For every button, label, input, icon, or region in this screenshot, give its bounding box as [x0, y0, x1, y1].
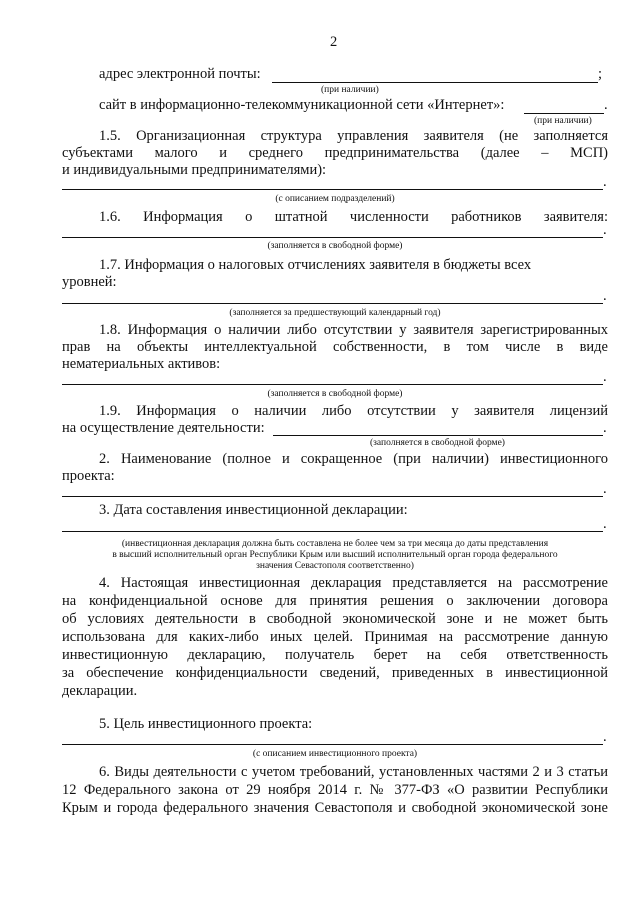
email-fill-line: [272, 82, 598, 83]
s2-line-a: 2. Наименование (полное и сокращенное (при наличии) инвестиционного: [99, 451, 608, 467]
s2-fill-dot: .: [603, 481, 607, 497]
s5-caption: (с описанием инвестиционного проекта): [252, 749, 418, 759]
s5-fill-dot: .: [603, 729, 607, 745]
s15-fill-dot: .: [603, 174, 607, 190]
s5-line: 5. Цель инвестиционного проекта:: [99, 716, 313, 732]
page-number: 2: [330, 34, 338, 50]
s18-fill-line: [62, 384, 603, 385]
site-caption: (при наличии): [534, 116, 592, 126]
s18-fill-dot: .: [603, 369, 607, 385]
s2-line-b: проекта:: [62, 468, 115, 484]
s6-line-a: 6. Виды деятельности с учетом требований, установленных частями 2 и 3 статьи: [99, 764, 608, 780]
s4-line-a: 4. Настоящая инвестиционная декларация представляется на рассмотрение: [99, 575, 608, 591]
s3-fill-line: [62, 531, 603, 532]
s16-line: 1.6. Информация о штатной численности работников заявителя:: [99, 209, 608, 225]
s4-line-c: об условиях деятельности в свободной экономической зоне и не может быть: [62, 611, 608, 627]
s15-line-b: субъектами малого и среднего предпринимательства (далее – МСП): [62, 145, 608, 161]
s4-line-b: на конфиденциальной основе для принятия решения о заключении договора: [62, 593, 608, 609]
s18-line-a: 1.8. Информация о наличии либо отсутствии у заявителя зарегистрированных: [99, 322, 608, 338]
s4-line-d: использована для каких-либо иных целей. Принимая на рассмотрение данную: [62, 629, 608, 645]
site-fill-line: [524, 113, 604, 114]
s15-line-a: 1.5. Организационная структура управления заявителя (не заполняется: [99, 128, 608, 144]
s19-line-b: на осуществление деятельности:: [62, 420, 265, 436]
s19-line-a: 1.9. Информация о наличии либо отсутствии у заявителя лицензий: [99, 403, 608, 419]
s17-fill-line: [62, 303, 603, 304]
s16-caption: (заполняется в свободной форме): [267, 241, 403, 251]
s15-caption: (с описанием подразделений): [275, 194, 395, 204]
s2-fill-line: [62, 496, 603, 497]
s18-caption: (заполняется в свободной форме): [267, 389, 403, 399]
email-suffix: ;: [598, 66, 603, 82]
s3-line: 3. Дата составления инвестиционной декларации:: [99, 502, 408, 518]
s5-fill-line: [62, 744, 603, 745]
s17-fill-dot: .: [603, 288, 607, 304]
s4-line-e: инвестиционную декларацию, получатель берет на себя ответственность: [62, 647, 608, 663]
s6-line-c: Крым и города федерального значения Севастополя и свободной экономической зоне: [62, 800, 608, 816]
s3-fill-dot: .: [603, 516, 607, 532]
site-label: сайт в информационно-телекоммуникационной сети «Интернет»:: [99, 97, 505, 113]
s18-line-b: прав на объекты интеллектуальной собственности, в том числе в виде: [62, 339, 608, 355]
s17-line-b: уровней:: [62, 274, 117, 290]
s17-line-a: 1.7. Информация о налоговых отчислениях заявителя в бюджеты всех: [99, 257, 532, 273]
s15-fill-line: [62, 189, 603, 190]
email-caption: (при наличии): [321, 85, 379, 95]
s4-line-g: декларации.: [62, 683, 138, 699]
s19-suffix: .: [603, 420, 607, 436]
s19-fill-line: [273, 435, 603, 436]
s3-caption-c: значения Севастополя соответственно): [256, 561, 414, 571]
s16-fill-line: [62, 237, 603, 238]
s17-caption: (заполняется за предшествующий календарный год): [229, 308, 441, 318]
s16-fill-dot: .: [603, 222, 607, 238]
email-label: адрес электронной почты:: [99, 66, 261, 82]
s3-caption-b: в высший исполнительный орган Республики Крым или высший исполнительный орган города федерального: [112, 550, 558, 560]
s3-caption-a: (инвестиционная декларация должна быть составлена не более чем за три месяца до даты представления: [121, 539, 549, 549]
site-suffix: .: [604, 97, 608, 113]
s19-caption: (заполняется в свободной форме): [370, 438, 505, 448]
s4-line-f: за обеспечение конфиденциальности сведений, приведенных в инвестиционной: [62, 665, 608, 681]
s6-line-b: 12 Федерального закона от 29 ноября 2014 г. № 377-ФЗ «О развитии Республики: [62, 782, 608, 798]
s18-line-c: нематериальных активов:: [62, 356, 221, 372]
s15-line-c: и индивидуальными предпринимателями):: [62, 162, 327, 178]
